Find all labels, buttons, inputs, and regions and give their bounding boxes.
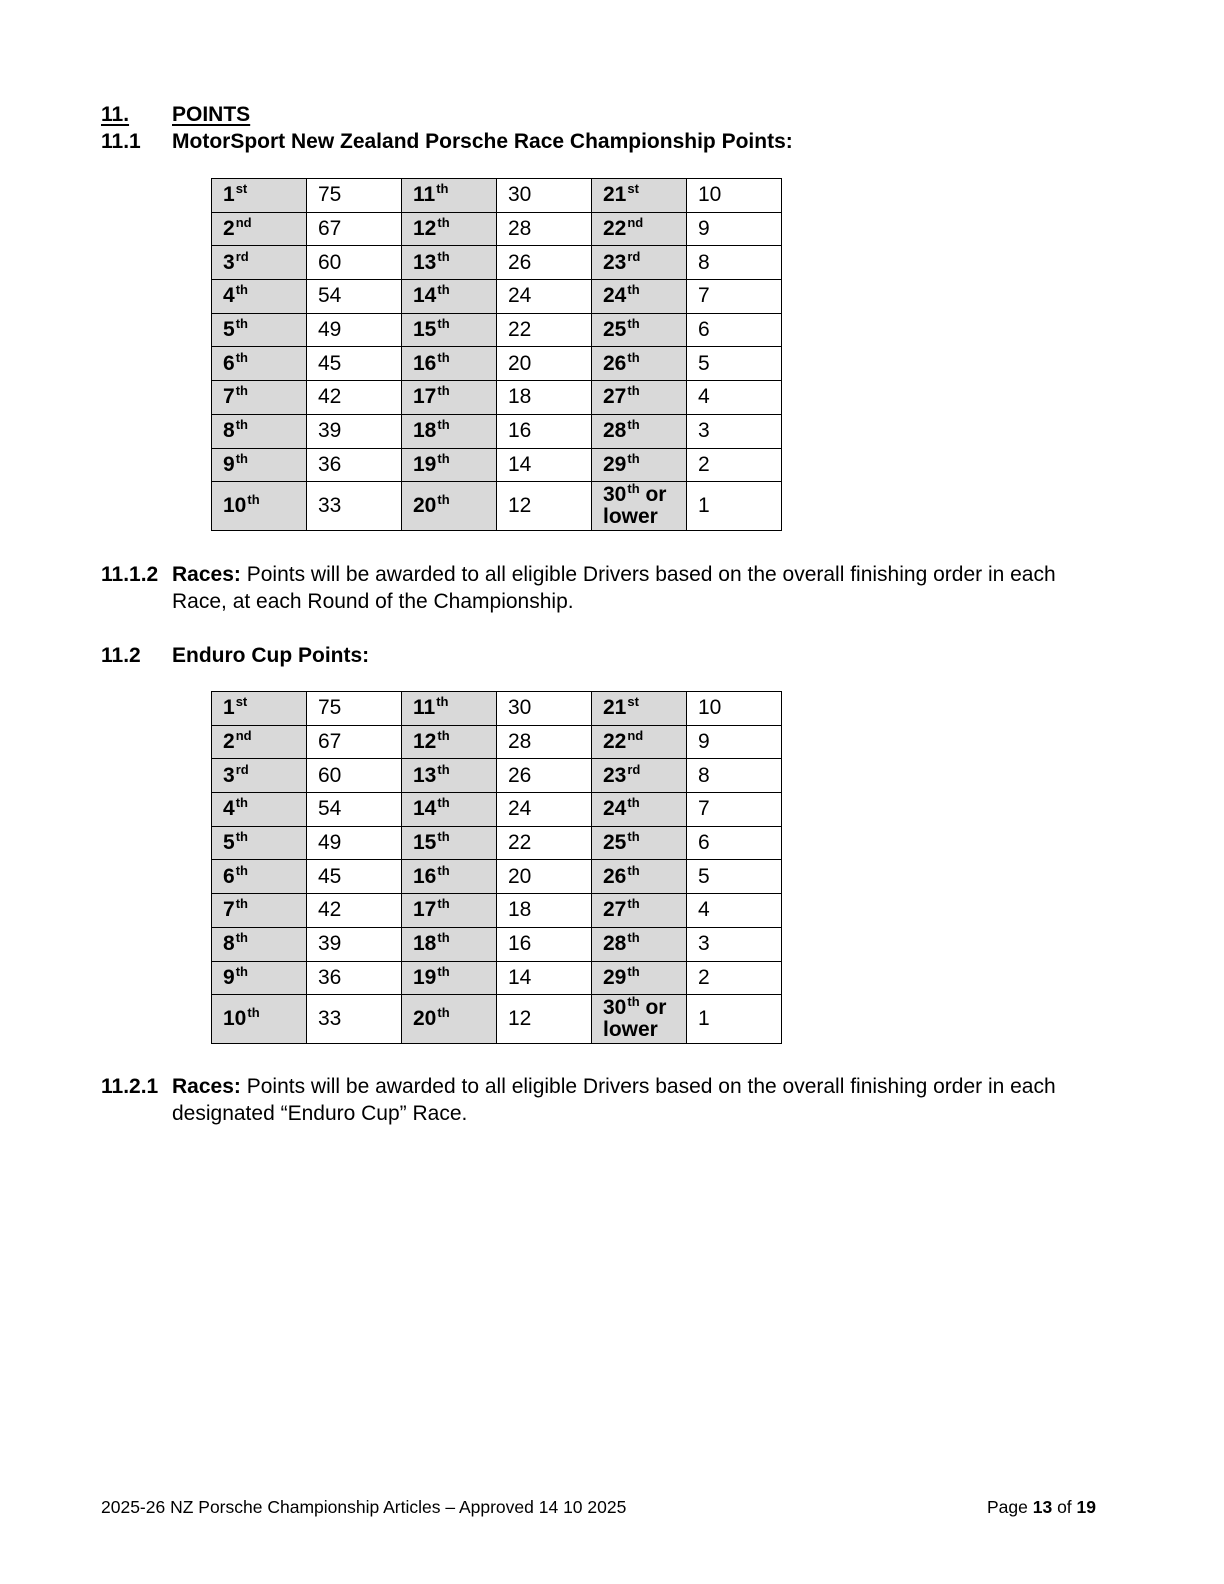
position-cell: 25th — [592, 313, 687, 347]
position-cell: 19th — [402, 961, 497, 995]
points-cell: 36 — [307, 961, 402, 995]
points-cell: 14 — [497, 448, 592, 482]
points-cell: 7 — [687, 793, 782, 827]
subsection-title: Enduro Cup Points: — [172, 644, 370, 667]
footer-document-title: 2025-26 NZ Porsche Championship Articles – Approved 14 10 2025 — [101, 1497, 627, 1517]
table-row — [212, 860, 782, 894]
position-cell: 27th — [592, 381, 687, 415]
paragraph-text: Points will be awarded to all eligible Drivers based on the overall finishing order in each — [240, 1075, 1056, 1098]
points-cell: 20 — [497, 860, 592, 894]
points-cell: 16 — [497, 927, 592, 961]
position-cell: 30th or lower — [592, 995, 687, 1044]
points-cell: 28 — [497, 725, 592, 759]
points-cell: 49 — [307, 826, 402, 860]
position-cell: 21st — [592, 179, 687, 213]
points-cell: 33 — [307, 995, 402, 1044]
position-cell: 6th — [212, 860, 307, 894]
points-cell: 67 — [307, 212, 402, 246]
position-cell: 3rd — [212, 246, 307, 280]
table-row — [212, 995, 782, 1044]
points-cell: 42 — [307, 894, 402, 928]
points-cell: 3 — [687, 927, 782, 961]
points-cell: 45 — [307, 347, 402, 381]
subsection-title: MotorSport New Zealand Porsche Race Championship Points: — [172, 130, 793, 153]
points-cell: 1 — [687, 482, 782, 531]
table-row — [212, 347, 782, 381]
points-cell: 33 — [307, 482, 402, 531]
position-cell: 26th — [592, 860, 687, 894]
table-row — [212, 414, 782, 448]
position-cell: 9th — [212, 448, 307, 482]
table-row — [212, 759, 782, 793]
points-cell: 8 — [687, 246, 782, 280]
table-row — [212, 381, 782, 415]
table-row — [212, 927, 782, 961]
position-cell: 26th — [592, 347, 687, 381]
position-cell: 13th — [402, 759, 497, 793]
paragraph-enduro-races — [172, 1073, 1132, 1127]
position-cell: 18th — [402, 927, 497, 961]
points-cell: 7 — [687, 280, 782, 314]
paragraph-number: 11.2.1 — [101, 1075, 159, 1098]
position-cell: 7th — [212, 381, 307, 415]
points-cell: 45 — [307, 860, 402, 894]
points-cell: 26 — [497, 246, 592, 280]
position-cell: 20th — [402, 482, 497, 531]
position-cell: 5th — [212, 826, 307, 860]
table-row — [212, 793, 782, 827]
table-row — [212, 482, 782, 531]
position-cell: 28th — [592, 414, 687, 448]
position-cell: 10th — [212, 482, 307, 531]
points-cell: 30 — [497, 692, 592, 726]
table-row — [212, 313, 782, 347]
position-cell: 4th — [212, 793, 307, 827]
points-cell: 8 — [687, 759, 782, 793]
points-cell: 12 — [497, 995, 592, 1044]
points-cell: 6 — [687, 826, 782, 860]
position-cell: 16th — [402, 347, 497, 381]
position-cell: 9th — [212, 961, 307, 995]
points-cell: 18 — [497, 894, 592, 928]
position-cell: 21st — [592, 692, 687, 726]
position-cell: 4th — [212, 280, 307, 314]
table-row — [212, 212, 782, 246]
position-cell: 23rd — [592, 759, 687, 793]
position-cell: 12th — [402, 725, 497, 759]
position-cell: 2nd — [212, 725, 307, 759]
points-cell: 54 — [307, 280, 402, 314]
table-row — [212, 961, 782, 995]
position-cell: 15th — [402, 313, 497, 347]
position-cell: 22nd — [592, 212, 687, 246]
points-cell: 39 — [307, 927, 402, 961]
table-row — [212, 280, 782, 314]
points-cell: 9 — [687, 725, 782, 759]
race-points-table — [211, 178, 782, 531]
table-row — [212, 246, 782, 280]
position-cell: 17th — [402, 894, 497, 928]
position-cell: 19th — [402, 448, 497, 482]
position-cell: 25th — [592, 826, 687, 860]
position-cell: 8th — [212, 414, 307, 448]
position-cell: 12th — [402, 212, 497, 246]
points-cell: 2 — [687, 961, 782, 995]
paragraph-text-continued: Race, at each Round of the Championship. — [172, 590, 574, 613]
points-cell: 18 — [497, 381, 592, 415]
paragraph-label: Races: — [172, 1075, 241, 1098]
position-cell: 16th — [402, 860, 497, 894]
enduro-points-table — [211, 691, 782, 1044]
points-cell: 60 — [307, 759, 402, 793]
position-cell: 13th — [402, 246, 497, 280]
position-cell: 24th — [592, 280, 687, 314]
points-cell: 26 — [497, 759, 592, 793]
points-cell: 36 — [307, 448, 402, 482]
points-cell: 5 — [687, 347, 782, 381]
position-cell: 15th — [402, 826, 497, 860]
points-cell: 49 — [307, 313, 402, 347]
points-cell: 12 — [497, 482, 592, 531]
position-cell: 18th — [402, 414, 497, 448]
footer-page-number: Page 13 of 19 — [987, 1497, 1096, 1517]
points-cell: 14 — [497, 961, 592, 995]
points-cell: 4 — [687, 381, 782, 415]
position-cell: 8th — [212, 927, 307, 961]
points-cell: 9 — [687, 212, 782, 246]
points-cell: 39 — [307, 414, 402, 448]
points-cell: 10 — [687, 692, 782, 726]
section-number: 11. — [101, 103, 130, 126]
points-cell: 6 — [687, 313, 782, 347]
position-cell: 29th — [592, 448, 687, 482]
points-cell: 10 — [687, 179, 782, 213]
position-cell: 2nd — [212, 212, 307, 246]
table-row — [212, 448, 782, 482]
paragraph-number: 11.1.2 — [101, 563, 159, 586]
position-cell: 1st — [212, 692, 307, 726]
position-cell: 14th — [402, 793, 497, 827]
paragraph-races — [172, 561, 1132, 615]
position-cell: 11th — [402, 692, 497, 726]
points-cell: 24 — [497, 793, 592, 827]
position-cell: 23rd — [592, 246, 687, 280]
position-cell: 24th — [592, 793, 687, 827]
points-cell: 20 — [497, 347, 592, 381]
table-row — [212, 894, 782, 928]
points-cell: 30 — [497, 179, 592, 213]
position-cell: 30th or lower — [592, 482, 687, 531]
points-cell: 42 — [307, 381, 402, 415]
position-cell: 3rd — [212, 759, 307, 793]
paragraph-text-continued: designated “Enduro Cup” Race. — [172, 1102, 468, 1125]
table-row — [212, 826, 782, 860]
points-cell: 2 — [687, 448, 782, 482]
position-cell: 27th — [592, 894, 687, 928]
subsection-number: 11.2 — [101, 644, 141, 667]
points-cell: 60 — [307, 246, 402, 280]
points-cell: 54 — [307, 793, 402, 827]
points-cell: 22 — [497, 826, 592, 860]
position-cell: 10th — [212, 995, 307, 1044]
position-cell: 6th — [212, 347, 307, 381]
points-cell: 67 — [307, 725, 402, 759]
position-cell: 14th — [402, 280, 497, 314]
points-cell: 3 — [687, 414, 782, 448]
paragraph-text: Points will be awarded to all eligible Drivers based on the overall finishing order in each — [240, 563, 1056, 586]
table-row — [212, 725, 782, 759]
position-cell: 17th — [402, 381, 497, 415]
points-cell: 16 — [497, 414, 592, 448]
points-cell: 22 — [497, 313, 592, 347]
table-row — [212, 179, 782, 213]
position-cell: 22nd — [592, 725, 687, 759]
points-cell: 4 — [687, 894, 782, 928]
points-cell: 24 — [497, 280, 592, 314]
points-cell: 75 — [307, 179, 402, 213]
position-cell: 1st — [212, 179, 307, 213]
position-cell: 11th — [402, 179, 497, 213]
points-cell: 75 — [307, 692, 402, 726]
table-row — [212, 692, 782, 726]
points-cell: 1 — [687, 995, 782, 1044]
points-cell: 28 — [497, 212, 592, 246]
paragraph-label: Races: — [172, 563, 241, 586]
points-cell: 5 — [687, 860, 782, 894]
subsection-number: 11.1 — [101, 130, 141, 153]
position-cell: 5th — [212, 313, 307, 347]
position-cell: 20th — [402, 995, 497, 1044]
position-cell: 28th — [592, 927, 687, 961]
position-cell: 29th — [592, 961, 687, 995]
position-cell: 7th — [212, 894, 307, 928]
section-title: POINTS — [172, 103, 251, 126]
